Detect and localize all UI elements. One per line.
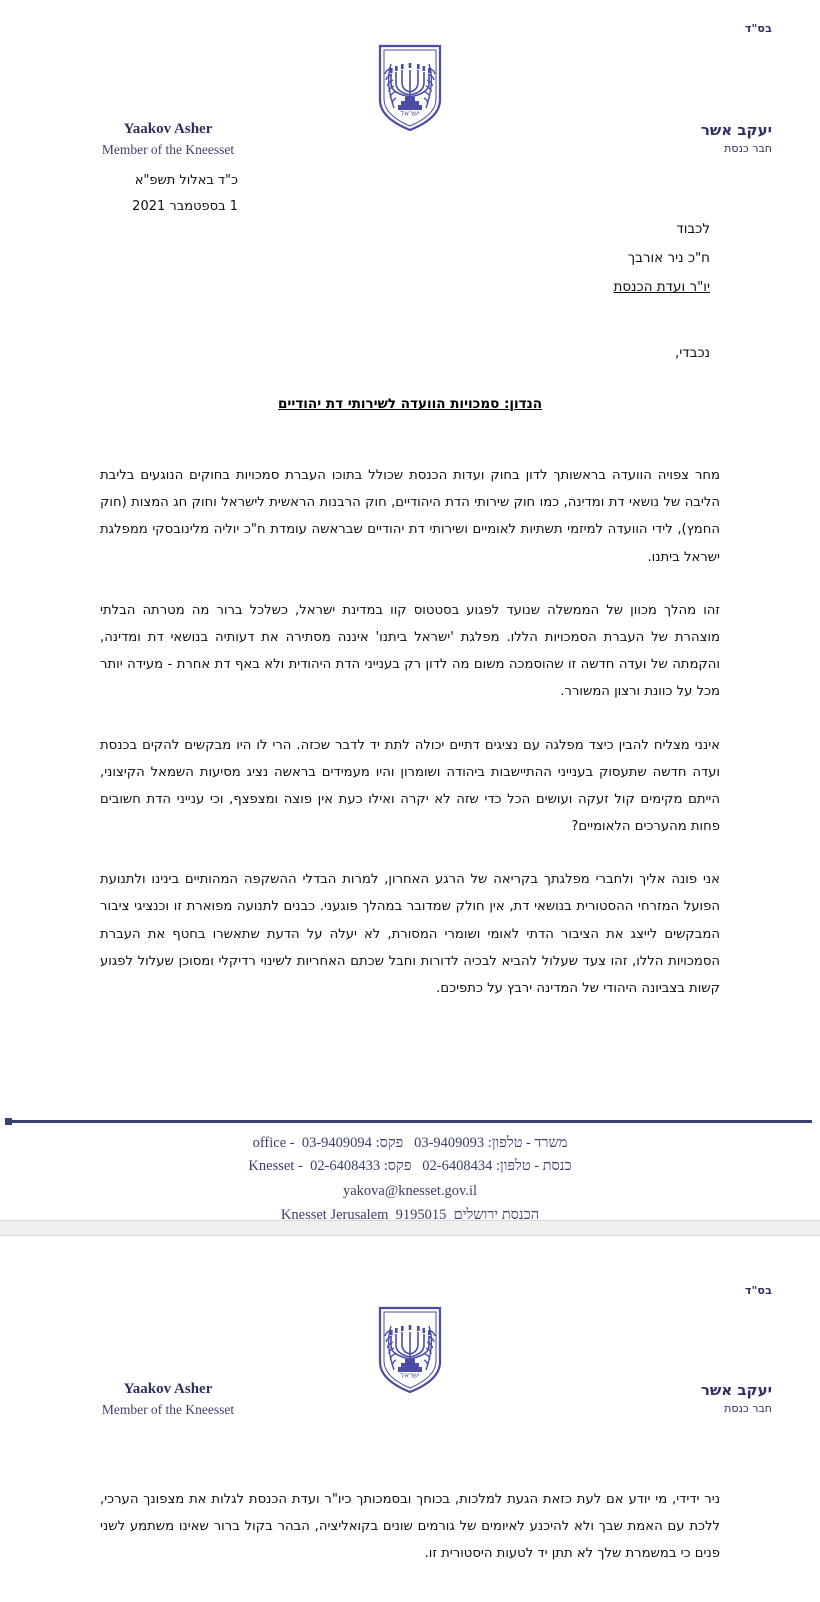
body-paragraph: אינני מצליח להבין כיצד מפלגה עם נציגים דתיים יכולה לתת יד לדבר שכזה. הרי לו היו מבקשים להקים בכנסת ועדה חדשה שתעסוק בענייני ההתיישבות ביהודה ושומרון והיו מעמידים בראשה נציג מסיעות השמאל הקיצוני, הייתם מקימים קול זעקה ועושים הכל כדי שזה לא יקרה ואילו כעת אין פוצה ומצפצף, וכי ענייני הדת חשובים פחות מהערכים הלאומיים? <box>100 737 720 835</box>
letter-body <box>100 462 720 1002</box>
bsd-marker: בס"ד <box>744 22 772 35</box>
israel-state-emblem-icon <box>374 42 446 134</box>
sender-title-english: Member of the Kneesset <box>101 1401 235 1417</box>
body-paragraph: אני פונה אליך ולחברי מפלגתך בקריאה של הרגע האחרון, למרות הבדלי ההשקפה המהותיים בינינו ולתנועת הפועל המזרחי ההסטורית בנושאי דת, אין חולק שמדובר במהלך פוגעני. כבנים לתנועה מפוארת זו וכנציגי ציבור המבקשים לייצג את הציבור הדתי לאומי ושומרי המסורת, לא יעלה על הדעת שתאשרו בחטף את העברת הסמכויות הללו, זהו צעד שעלול להביא לבכיה לדורות וחבל שכתם האחריות לשינוי רדיקלי ומסוכן שעלול לפגוע קשות בצביונה היהודי של המדינה ירבץ על כתפיכם. <box>100 872 720 996</box>
letter-body <box>100 1486 720 1568</box>
emblem-caption: ישראל <box>400 1371 420 1380</box>
body-paragraph: ניר ידידי, מי יודע אם לעת כזאת הגעת למלכות, בכוחך ובסמכותך כיו"ר ועדת הכנסת לגלות את מצפונך הערכי, ללכת עם האמת שבך ולא להיכנע לאיומים של גורמים שונים בקואליציה, הבהר בקול ברור שאינו משתמע לשני פנים כי במשמרת שלך לא תתן יד לטעות היסטורית זו. <box>100 1492 720 1562</box>
sender-name-english: Yaakov Asher <box>123 1381 213 1397</box>
body-paragraph: זהו מהלך מכוון של הממשלה שנועד לפגוע בסטטוס קוו במדינת ישראל, כשלכל ברור מה מטרתה הבלתי מוצהרת של העברת הסמכויות הללו. מפלגת 'ישראל ביתנו' איננה מסתירה את דעותיה בנושאי דת ומדינה, והקמתה של ועדה חדשה זו שהוסמכה משום מה לדון רק בענייני הדת היהודית ולא באף דת אחרת - מעידה יותר מכל על כוונת ורצון המשורר. <box>100 602 720 700</box>
addressee-name: ח"כ ניר אורבך <box>627 250 710 267</box>
footer-knesset-line: כנסת - טלפון: 02-6408434 פקס: 02-6408433 - Knesset <box>248 1158 572 1175</box>
footer-divider <box>8 1120 812 1123</box>
letter-page-two <box>0 1236 820 1602</box>
addressee-honorific: לכבוד <box>676 221 710 237</box>
sender-title-hebrew: חבר כנסת <box>724 1402 772 1416</box>
emblem-caption: ישראל <box>400 109 420 118</box>
bsd-marker: בס"ד <box>744 1284 772 1297</box>
date-gregorian: 1 בספטמבר 2021 <box>132 199 238 214</box>
sender-name-english: Yaakov Asher <box>123 121 213 137</box>
sender-title-hebrew: חבר כנסת <box>724 142 772 156</box>
body-paragraph: מחר צפויה הוועדה בראשותך לדון בחוק ועדות הכנסת שכולל בתוכו העברת סמכויות בחוקים הנוגעים בליבת הליבה של נושאי דת ומדינה, כמו חוק שירותי הדת היהודיים, חוק הרבנות הראשית לישראל וחוק חג המצות (חוק החמץ), לידי הוועדה למיזמי תשתיות לאומיים ושירותי דת יהודיים שבראשה עומדת ח"כ יוליה מלינובסקי ממפלגת ישראל ביתנו. <box>100 468 720 565</box>
salutation: נכבדי, <box>674 345 710 361</box>
addressee-block <box>614 215 710 302</box>
subject-label: הנדון: <box>503 396 542 412</box>
footer-email[interactable]: yakova@knesset.gov.il <box>342 1182 478 1199</box>
sender-title-english: Member of the Kneesset <box>101 141 235 157</box>
sender-name-hebrew: יעקב אשר <box>700 1381 772 1399</box>
subject-text: סמכויות הוועדה לשירותי דת יהודיים <box>278 396 500 412</box>
israel-state-emblem-icon <box>374 1304 446 1396</box>
sender-name-hebrew-block <box>701 120 772 157</box>
date-block <box>48 168 238 220</box>
footer-contact-block <box>0 1132 820 1228</box>
date-hebrew: כ"ד באלול תשפ"א <box>134 173 238 188</box>
sender-name-hebrew-block <box>701 1380 772 1417</box>
footer-office-line: משרד - טלפון: 03-9409093 פקס: 03-9409094 - office <box>252 1135 568 1151</box>
sender-name-english-block <box>48 1380 288 1418</box>
addressee-role: יו"ר ועדת הכנסת <box>613 279 710 296</box>
sender-name-english-block <box>48 120 288 158</box>
footer-address: הכנסת ירושלים 9195015 Knesset Jerusalem <box>280 1207 540 1224</box>
sender-name-hebrew: יעקב אשר <box>700 121 772 139</box>
subject-line <box>0 396 820 412</box>
